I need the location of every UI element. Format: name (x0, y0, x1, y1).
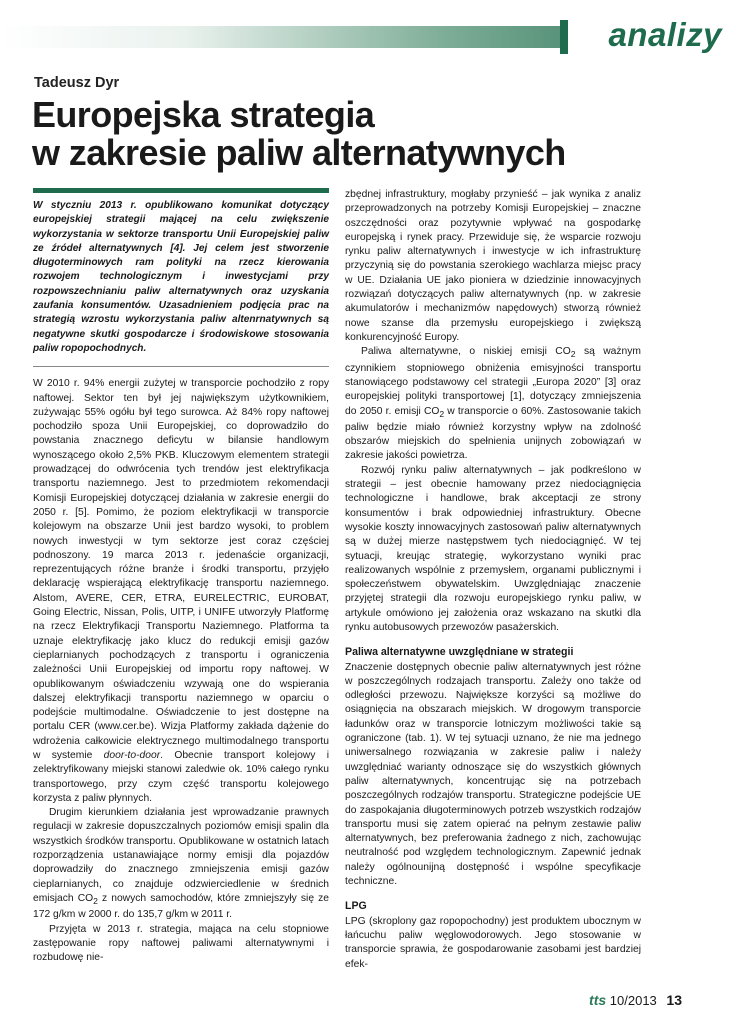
lead-paragraph: W styczniu 2013 r. opublikowano komunikat dotyczący europejskiej strategii mającej na celu zwiększenie wykorzystania w sektorze transportu Unii Europejskiej paliw ze źródeł alternatywnych [4]. Jej celem jest stworzenie długoterminowych ram polityki na rzecz kierowania rozwojem technologicznym i inwestycjami przy rozpowszechnianiu paliw alternatywnych oraz uzyskania zaufania konsumentów. Uzasadnieniem podjęcia prac na strategią wzrostu wykorzystania paliw altenrnatywnych są negatywne skutki gospodarcze i środowiskowe stosowania paliw ropopochodnych. (33, 188, 329, 356)
lead-divider (33, 366, 329, 367)
italic-term: door-to-door (103, 749, 161, 761)
body-paragraph: LPG (skroplony gaz ropopochodny) jest produktem ubocznym w łańcuchu paliw węglowodorowych. Jego stosowanie w transporcie sprawia, że gospodarowanie zasobami jest bardziej efek- (345, 915, 641, 970)
body-paragraph (33, 806, 329, 922)
page-footer (589, 992, 682, 1008)
title-line-1: Europejska strategia (32, 94, 375, 135)
body-paragraph (345, 345, 641, 463)
author: Tadeusz Dyr (34, 75, 120, 91)
section-label: analizy (608, 16, 722, 53)
body-paragraph: Znaczenie dostępnych obecnie paliw alternatywnych jest różne w poszczególnych rodzajach transportu. Zależy ono także od odległości przewozu. Największe korzyści są możliwe do osiągnięcia na obszarach miejskich. W drogowym transporcie ładunków oraz w transporcie lotniczym możliwości takie są ograniczone (tab. 1). W tej sytuacji uznano, że nie ma jednego uniwersalnego rozwiązania w zakresie paliw i należy uwzględniać warianty odnoszące się do wszystkich głównych paliw alternatywnych, koncentrując się na potrzebach poszczególnych rodzajów transportu. Strategiczne podejście UE do zaspokajania długoterminowych potrzeb wszystkich rodzajów transportu musi się zatem opierać na pełnym zestawie paliw alternatywnych, bez preferowania żadnego z nich, zachowując neutralność pod względem technologicznym. Zapewnić jednak należy ogólnounijną dostępność i wspólne specyfikacje techniczne. (345, 661, 641, 888)
body-text: z nowych samochodów, które zmniejszyły się ze 172 g/km w 2000 r. do 135,7 g/km w 2011 r. (33, 892, 330, 921)
body-paragraph: Rozwój rynku paliw alternatywnych – jak podkreślono w strategii – jest obecnie hamowany przez niedociągnięcia technologiczne i handlowe, brak akceptacji ze strony konsumentów i brak odpowiedniej infrastruktury. Obecne wysokie koszty innowacyjnych zastosowań paliw alternatywnych są w dużej mierze następstwem tych niedociągnięć. W tej sytuacji, kreując strategię, wykorzystano wyniki prac realizowanych wspólnie z przemysłem, organami publicznymi i społeczeństwem obywatelskim. Uwzględniając znaczenie przyjętej strategii dla rozwoju europejskiego rynku paliw, w artykule omówiono jej założenia oraz wskazano na skutki dla rynku autobusowych przewozów pasażerskich. (345, 464, 641, 633)
page-number: 13 (666, 992, 682, 1008)
issue-number: 10/2013 (609, 993, 657, 1008)
subscript: 2 (570, 349, 576, 360)
left-column (33, 188, 329, 965)
body-text: W 2010 r. 94% energii zużytej w transporcie pochodziło z ropy naftowej. Sektor ten był jej największym użytkownikiem, zużywając 55% ogółu był tego surowca. Aż 84% ropy naftowej pochodziło spoza Unii Europejskiej, co doprowadziło do powstania znacznego deficytu w bilansie handlowym wynoszącego około 2,5% PKB. Kluczowym elementem strategii prowadzącej do odwrócenia tych trendów jest elektryfikacja transportu naziemnego. Jest to przedmiotem rekomendacji Komisji Europejskiej dotyczącej działania w zakresie energii do 2050 r. [5]. Pomimo, że poziom elektryfikacji w transporcie kolejowym na obszarze Unii jest bardzo wysoki, to problem nowych inwestycji w tym sektorze jest coraz częściej podnoszony. 19 marca 2013 r. jedenaście organizacji, reprezentujących różne branże i środki transportu, przyjęło deklarację wspierającą elektryfikację transportu naziemnego. Alstom, AVERE, CER, ETRA, EURELECTRIC, EUROBAT, Going Electric, Nissan, Polis, UITP, i UNIFE utworzyły Platformę na rzecz Elektryfikacji Transportu Naziemnego. Platforma ta uznaje elektryfikację jako klucz do redukcji emisji gazów cieplarnianych pochodzących z transportu i ograniczenia zależności Unii Europejskiej od importu ropy naftowej. W opublikowanym oświadczeniu wzywają one do wspierania dalszej elektryfikacji transportu naziemnego w oparciu o podejście multimodalne. Oświadczenie to jest dostępne na portalu CER (www.cer.be). Wizja Platformy zakłada dążenie do wdrożenia całkowicie elektrycznego multimodalnego transportu w systemie (33, 378, 329, 761)
title-line-2: w zakresie paliw alternatywnych (32, 132, 566, 173)
body-paragraph: Przyjęta w 2013 r. strategia, mająca na celu stopniowe zastępowanie ropy naftowej paliwami alternatywnymi i rozbudowę nie- (33, 923, 329, 964)
body-paragraph: zbędnej infrastruktury, mogłaby przynieść – jak wynika z analiz przeprowadzonych na potrzeby Komisji Europejskiej – znaczne oszczędności oraz pozytywnie wpływać na gospodarkę europejską i rynek pracy. Przewiduje się, że wsparcie rozwoju rynku paliw alternatywnych i inwestycje w ich infrastrukturę przyczynią się do powstania szerokiego wachlarza miejsc pracy w UE. Działania UE jako pioniera w dziedzinie innowacyjnych rozwiązań dotyczących paliw alternatywnych (np. w zakresie akumulatorów i mechanizmów napędowych) stworzą również nowe szanse dla przemysłu europejskiego i zwiększą konkurencyjność Europy. (345, 189, 641, 343)
body-text: w transporcie o 60%. Zastosowanie takich paliw będzie miało również korzystny wpływ na zdolność obszarów miejskich do spełnienia unijnych zobowiązań w zakresie jakości powietrza. (345, 405, 641, 462)
body-text: Paliwa alternatywne, o niskiej emisji CO (361, 346, 571, 358)
body-paragraph (33, 377, 329, 806)
body-text: są ważnym czynnikiem stopniowego obniżenia emisyjności transportu stanowiącego podstawowy cel strategii „Europa 2020” [3] oraz europejskiej polityki transportowej [1], dotyczący zmniejszenia do 2050 r. emisji CO (345, 346, 641, 417)
article-title (32, 96, 652, 172)
subscript: 2 (93, 896, 98, 906)
subscript: 2 (439, 408, 445, 419)
body-text: Drugim kierunkiem działania jest wprowadzanie prawnych regulacji w zakresie dopuszczalnych poziomów emisji spalin dla wszystkich środków transportu. Opublikowane w ostatnich latach rozporządzenia ustanawiające normy emisji dla pojazdów doprowadziły do znacznego zmniejszenia emisji gazów cieplarnianych, co znajduje odzwierciedlenie w średnich emisjach CO (33, 807, 329, 904)
journal-logo: tts (589, 992, 607, 1008)
section-heading: Paliwa alternatywne uwzględniane w strategii (345, 646, 574, 659)
section-heading: LPG (345, 900, 367, 913)
right-column (345, 188, 641, 972)
section-tag (560, 16, 736, 54)
body-text: . Obecnie transport kolejowy i zelektryfikowany miejski stanowi zaledwie ok. 10% całego rynku transportowego, przy czym część transportu kolejowego korzysta z paliw płynnych. (33, 749, 329, 804)
